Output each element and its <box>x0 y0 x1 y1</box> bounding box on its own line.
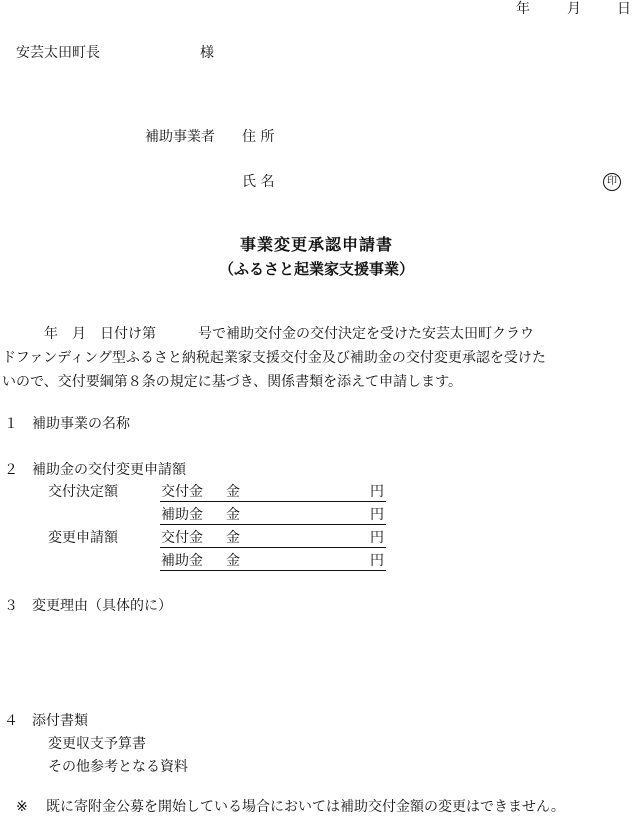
amount-kin-label: 金 <box>226 507 240 523</box>
attachment-item: 変更収支予算書 <box>48 736 146 752</box>
attachment-item: その他参考となる資料 <box>48 759 188 775</box>
document-subtitle: （ふるさと起業家支援事業） <box>218 260 414 278</box>
document-title: 事業変更承認申請書 <box>239 235 393 254</box>
body-line: いので、交付要綱第８条の規定に基づき、関係書類を添えて申請します。 <box>2 374 463 390</box>
amount-item-label: 補助金 <box>161 507 203 523</box>
section-3-number: ３ <box>4 598 18 614</box>
amount-yen-label: 円 <box>370 530 384 546</box>
body-line: ドファンディング型ふるさと納税起業家支援交付金及び補助金の交付変更承認を受けた <box>2 350 546 366</box>
honorific: 様 <box>200 45 214 61</box>
name-label: 氏 名 <box>242 174 275 190</box>
date-day-label: 日 <box>617 1 631 17</box>
amount-yen-label: 円 <box>370 484 384 500</box>
body-paragraph <box>2 322 631 394</box>
note-text: 既に寄附金公募を開始している場合においては補助交付金額の変更はできません。 <box>46 799 565 815</box>
section-2-title: 補助金の交付変更申請額 <box>32 462 186 478</box>
addressee: 安芸太田町長 <box>16 45 100 61</box>
amount-underline <box>160 570 386 571</box>
amount-yen-label: 円 <box>370 553 384 569</box>
amount-kin-label: 金 <box>226 530 240 546</box>
section-4-title: 添付書類 <box>32 713 88 729</box>
section-2-number: ２ <box>4 462 18 478</box>
amount-row-label: 交付決定額 <box>48 484 118 500</box>
amount-item-label: 交付金 <box>161 530 203 546</box>
section-1-title: 補助事業の名称 <box>32 416 130 432</box>
applicant-label: 補助事業者 <box>145 129 215 145</box>
amount-item-label: 交付金 <box>161 484 203 500</box>
date-year-label: 年 <box>516 1 530 17</box>
section-3-title: 変更理由（具体的に） <box>32 598 172 614</box>
body-line: 年 月 日付け第 号で補助交付金の交付決定を受けた安芸太田町クラウ <box>2 326 534 342</box>
amount-row-label: 変更申請額 <box>48 530 118 546</box>
note-mark: ※ <box>16 799 28 815</box>
amount-underline <box>160 524 386 525</box>
amount-underline <box>160 547 386 548</box>
amount-item-label: 補助金 <box>161 553 203 569</box>
section-1-number: １ <box>4 416 18 432</box>
amount-yen-label: 円 <box>370 507 384 523</box>
seal-mark: 印 <box>603 173 621 191</box>
amount-kin-label: 金 <box>226 553 240 569</box>
amount-kin-label: 金 <box>226 484 240 500</box>
amount-underline <box>160 501 386 502</box>
date-month-label: 月 <box>567 1 581 17</box>
address-label: 住 所 <box>242 129 275 145</box>
section-4-number: ４ <box>4 713 18 729</box>
